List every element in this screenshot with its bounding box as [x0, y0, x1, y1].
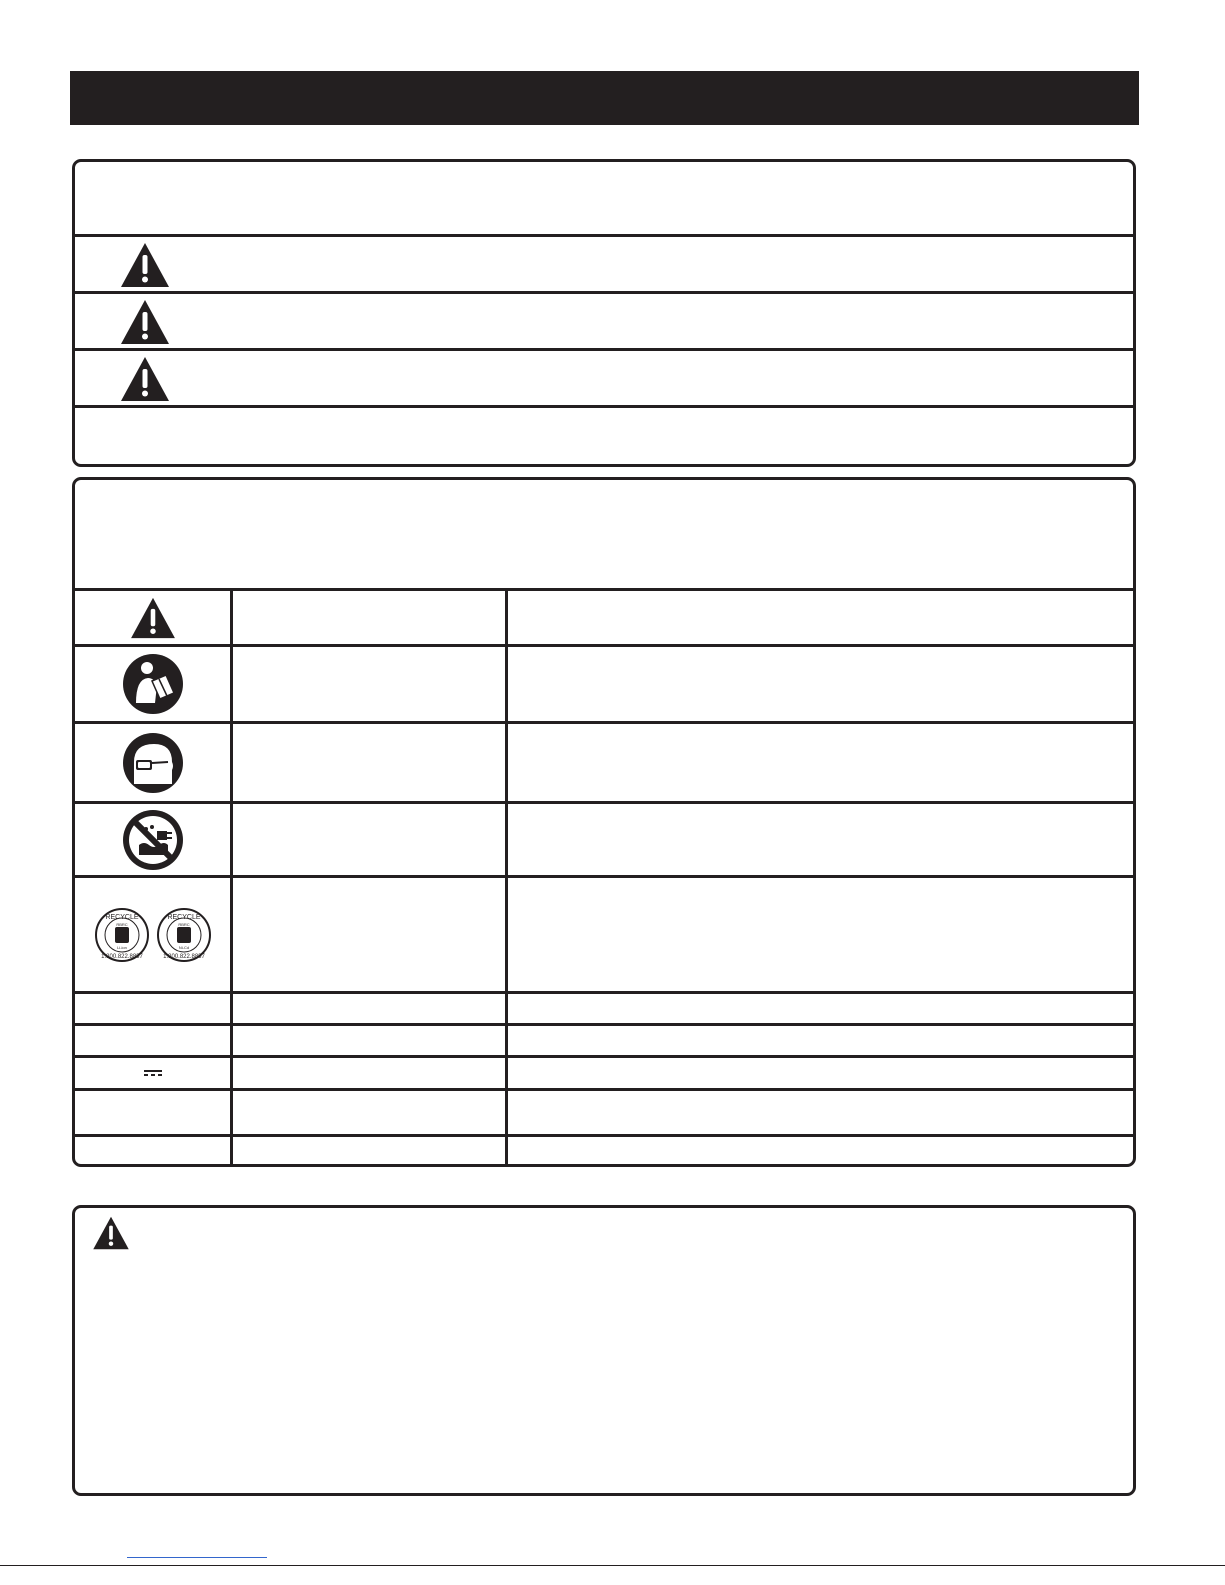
footer-rule [0, 1565, 1225, 1566]
rbrc-ni-cd-seal-icon [156, 907, 212, 963]
warning-box [72, 1205, 1136, 1496]
safety-alert-triangle-icon [119, 355, 171, 403]
svg-text:Ni-Cd: Ni-Cd [178, 944, 189, 950]
svg-text:Li-ion: Li-ion [116, 944, 127, 950]
footer-link-underline[interactable] [127, 1557, 267, 1558]
symbol-row-10 [75, 1134, 1133, 1164]
signal-row-2 [75, 291, 1133, 348]
svg-text:1.800.822.8837: 1.800.822.8837 [162, 953, 205, 960]
safety-alert-triangle-icon [119, 241, 171, 289]
no-wet-conditions-icon [75, 804, 230, 875]
section-header-bar [70, 71, 1139, 125]
direct-current-icon [75, 1058, 230, 1088]
signal-row-note [75, 405, 1133, 464]
safety-alert-triangle-icon [75, 591, 230, 644]
signal-row-3 [75, 348, 1133, 405]
symbol-row-7 [75, 1023, 1133, 1055]
safety-alert-triangle-icon [119, 298, 171, 346]
signal-row-1 [75, 234, 1133, 291]
rbrc-recycle-seals-icon [75, 878, 230, 991]
rbrc-li-ion-seal-icon [94, 907, 150, 963]
eye-protection-icon [75, 724, 230, 801]
signal-word-intro [75, 162, 1133, 234]
symbol-row-recycle [75, 875, 1133, 991]
safety-alert-triangle-icon [92, 1216, 130, 1250]
symbol-row-read-manual [75, 644, 1133, 721]
symbol-row-9 [75, 1088, 1133, 1134]
symbol-row-direct-current [75, 1055, 1133, 1088]
symbols-table-box [72, 477, 1136, 1167]
svg-text:RECYCLE: RECYCLE [166, 913, 201, 921]
symbol-row-6 [75, 991, 1133, 1023]
symbol-row-eye-protection [75, 721, 1133, 801]
symbol-row-safety-alert [75, 588, 1133, 644]
signal-word-box [72, 159, 1136, 467]
svg-text:RBRC: RBRC [115, 921, 128, 927]
svg-text:RECYCLE: RECYCLE [104, 913, 139, 921]
symbols-intro [75, 480, 1133, 588]
svg-text:1.800.822.8837: 1.800.822.8837 [100, 953, 143, 960]
read-manual-icon [75, 647, 230, 721]
symbol-row-wet-conditions [75, 801, 1133, 875]
svg-text:RBRC: RBRC [177, 921, 190, 927]
